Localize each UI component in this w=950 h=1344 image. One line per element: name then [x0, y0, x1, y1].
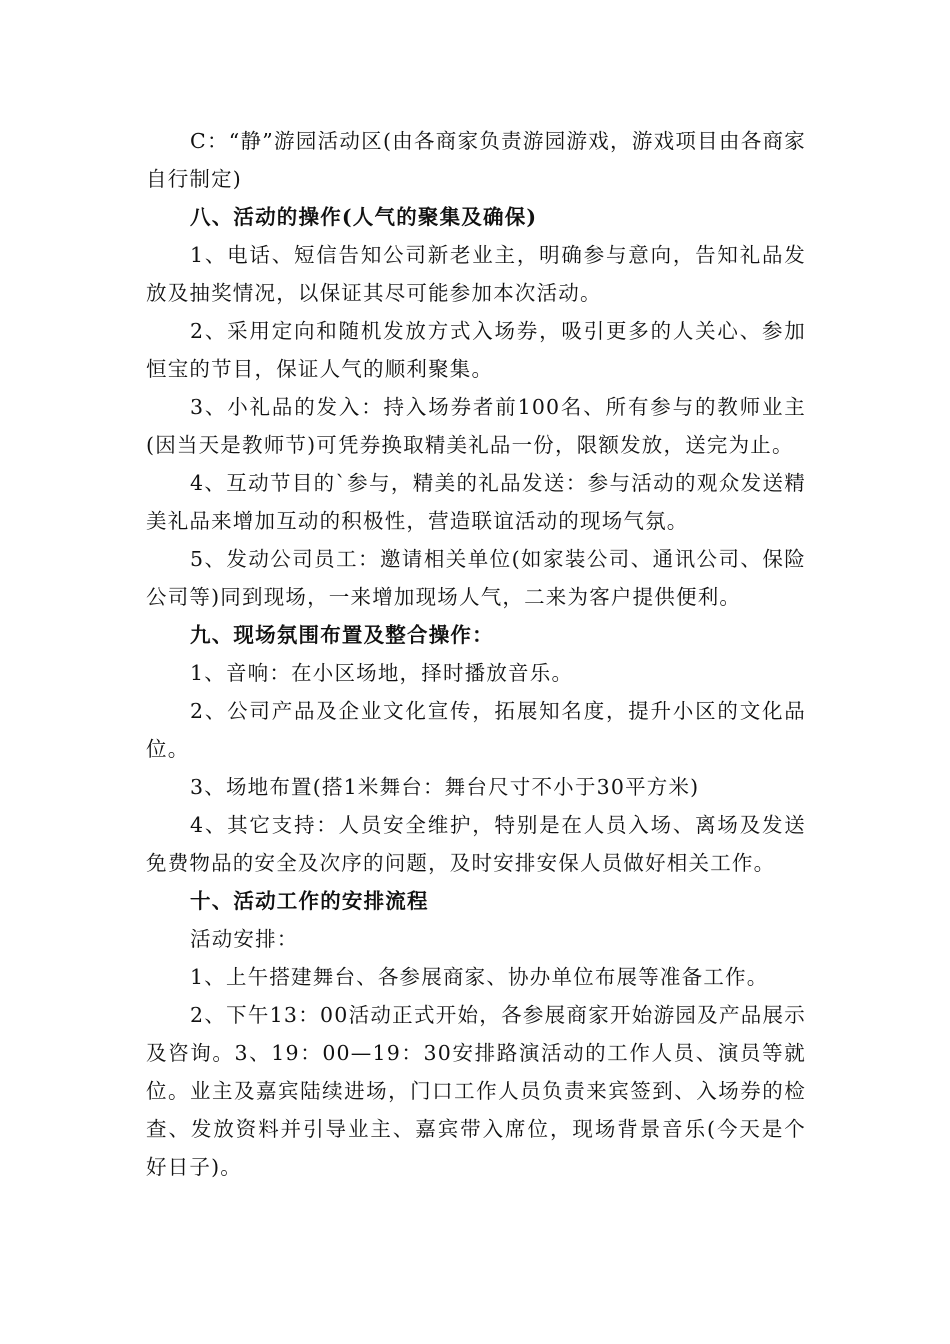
paragraph-8-4: 4、互动节目的`参与，精美的礼品发送：参与活动的观众发送精美礼品来增加互动的积极性，营造联谊活动的现场气氛。 — [146, 471, 806, 533]
paragraph-9-1: 1、音响：在小区场地，择时播放音乐。 — [190, 661, 574, 685]
paragraph-9-4: 4、其它支持：人员安全维护，特别是在人员入场、离场及发送免费物品的安全及次序的问题，及时安排安保人员做好相关工作。 — [146, 813, 806, 875]
section-heading-10: 十、活动工作的安排流程 — [190, 889, 429, 913]
paragraph-10-1: 1、上午搭建舞台、各参展商家、协办单位布展等准备工作。 — [190, 965, 769, 989]
paragraph-8-3: 3、小礼品的发入：持入场券者前100名、所有参与的教师业主(因当天是教师节)可凭券换取精美礼品一份，限额发放，送完为止。 — [146, 395, 806, 457]
paragraph-8-5: 5、发动公司员工：邀请相关单位(如家装公司、通讯公司、保险公司等)同到现场，一来增加现场人气，二来为客户提供便利。 — [146, 547, 806, 609]
paragraph-zone-c: C：“静”游园活动区(由各商家负责游园游戏，游戏项目由各商家自行制定) — [146, 129, 806, 191]
section-heading-9: 九、现场氛围布置及整合操作： — [190, 623, 494, 647]
paragraph-10-intro: 活动安排： — [190, 927, 299, 951]
paragraph-9-2: 2、公司产品及企业文化宣传，拓展知名度，提升小区的文化品位。 — [146, 699, 806, 761]
paragraph-8-1: 1、电话、短信告知公司新老业主，明确参与意向，告知礼品发放及抽奖情况，以保证其尽可能参加本次活动。 — [146, 243, 806, 305]
section-heading-8: 八、活动的操作(人气的聚集及确保) — [190, 205, 538, 229]
paragraph-10-2: 2、下午13：00活动正式开始，各参展商家开始游园及产品展示及咨询。3、19：00—19：30安排路演活动的工作人员、演员等就位。业主及嘉宾陆续进场，门口工作人员负责来宾签到、入场券的检查、发放资料并引导业主、嘉宾带入席位，现场背景音乐(今天是个好日子)。 — [146, 1003, 806, 1179]
document-body — [146, 122, 806, 1186]
paragraph-9-3: 3、场地布置(搭1米舞台：舞台尺寸不小于30平方米) — [190, 775, 700, 799]
paragraph-8-2: 2、采用定向和随机发放方式入场券，吸引更多的人关心、参加恒宝的节目，保证人气的顺利聚集。 — [146, 319, 806, 381]
